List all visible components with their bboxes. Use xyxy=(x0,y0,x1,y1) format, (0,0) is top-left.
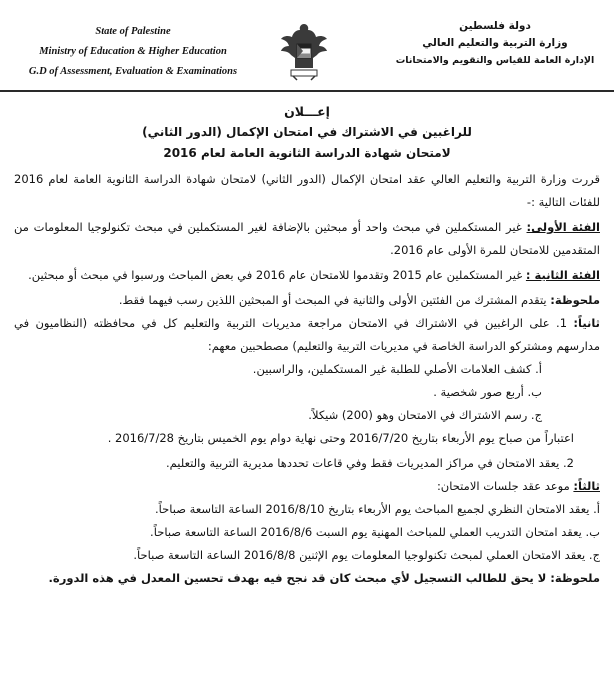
announcement-body xyxy=(14,102,600,590)
second-item-1: 1. على الراغبين في الاشتراك في الامتحان مراجعة مديريات التربية والتعليم كل في محافظته (النظاميون في مدارسهم ومشتركو الدراسة الخاصة في مديريات التربية والتعليم) مصطحبين معهم: xyxy=(14,316,600,353)
second-section-label: ثانياً: xyxy=(573,316,600,330)
note-first-text: يتقدم المشترك من الفئتين الأولى والثانية في المبحث أو المبحثين اللذين رسب فيهما فقط. xyxy=(118,293,547,307)
second-item-2: 2. يعقد الامتحان في مراكز المديريات فقط وفي قاعات تحددها مديرية التربية والتعليم. xyxy=(166,456,574,470)
header-ar-directorate: الإدارة العامة للقياس والتقويم والامتحانات xyxy=(395,55,595,66)
third-section-heading: موعد عقد جلسات الامتحان: xyxy=(436,479,570,493)
category-second xyxy=(14,264,600,287)
second-sub-a: أ. كشف العلامات الأصلي للطلبة غير المستكملين، والراسبين. xyxy=(252,362,542,376)
announcement-exam-title: لامتحان شهادة الدراسة الثانوية العامة لعام 2016 xyxy=(163,146,451,160)
intro-paragraph: قررت وزارة التربية والتعليم العالي عقد امتحان الإكمال (الدور الثاني) لامتحان شهادة الدراسة الثانوية العامة لعام 2016 للفئات التالية :- xyxy=(14,172,600,209)
header-divider xyxy=(0,90,614,92)
header-ar-ministry: وزارة التربية والتعليم العالي xyxy=(422,37,568,49)
header-en-ministry: Ministry of Education & Higher Education xyxy=(39,46,227,57)
note-first xyxy=(14,289,600,312)
header-english xyxy=(8,22,258,82)
category-first xyxy=(14,216,600,262)
second-sub-b: ب. أربع صور شخصية . xyxy=(433,385,542,399)
category-first-text: غير المستكملين في مبحث واحد أو مبحثين بالإضافة لغير المستكملين في مبحث تكنولوجيا المعلومات من المتقدمين للامتحان للمرة الأولى عام 2016. xyxy=(14,220,600,257)
header-en-state: State of Palestine xyxy=(95,26,171,37)
palestine-eagle-emblem-icon xyxy=(279,20,329,82)
header-ar-state: دولة فلسطين xyxy=(459,20,531,32)
schedule-theory: أ. يعقد الامتحان النظري لجميع المباحث يوم الأربعاء بتاريخ 2016/8/10 الساعة التاسعة صباحاً. xyxy=(155,502,600,516)
second-section xyxy=(14,312,600,358)
third-section-label: ثالثاً: xyxy=(573,479,600,493)
header-en-directorate: G.D of Assessment, Evaluation & Examinations xyxy=(28,66,238,77)
category-first-label: الفئة الأولى: xyxy=(526,220,600,234)
announcement-subtitle: للراغبين في الاشتراك في امتحان الإكمال (الدور الثاني) xyxy=(142,125,472,139)
note-final: ملحوظة: لا يحق للطالب التسجيل لأي مبحث كان قد نجح فيه بهدف تحسين المعدل في هذه الدورة. xyxy=(48,571,600,585)
registration-period: اعتباراً من صباح يوم الأربعاء بتاريخ 2016/7/20 وحتى نهاية دوام يوم الخميس بتاريخ 2016/7/28 . xyxy=(107,431,574,445)
second-sub-c: ج. رسم الاشتراك في الامتحان وهو (200) شيكلاً. xyxy=(308,408,542,422)
header-arabic xyxy=(390,18,600,69)
announcement-word: إعـــلان xyxy=(284,104,330,119)
third-section xyxy=(14,475,600,498)
category-second-label: الفئة الثانية : xyxy=(525,268,600,282)
schedule-practical-vocational: ب. يعقد امتحان التدريب العملي للمباحث المهنية يوم السبت 2016/8/6 الساعة التاسعة صباحاً. xyxy=(150,525,600,539)
category-second-text: غير المستكملين عام 2015 وتقدموا للامتحان عام 2016 في بعض المباحث ورسبوا في مبحث أو مبحثين. xyxy=(28,268,523,282)
schedule-practical-it: ج. يعقد الامتحان العملي لمبحث تكنولوجيا المعلومات يوم الإثنين 2016/8/8 الساعة التاسعة صباحاً. xyxy=(133,548,600,562)
note-first-label: ملحوظة: xyxy=(550,293,600,307)
